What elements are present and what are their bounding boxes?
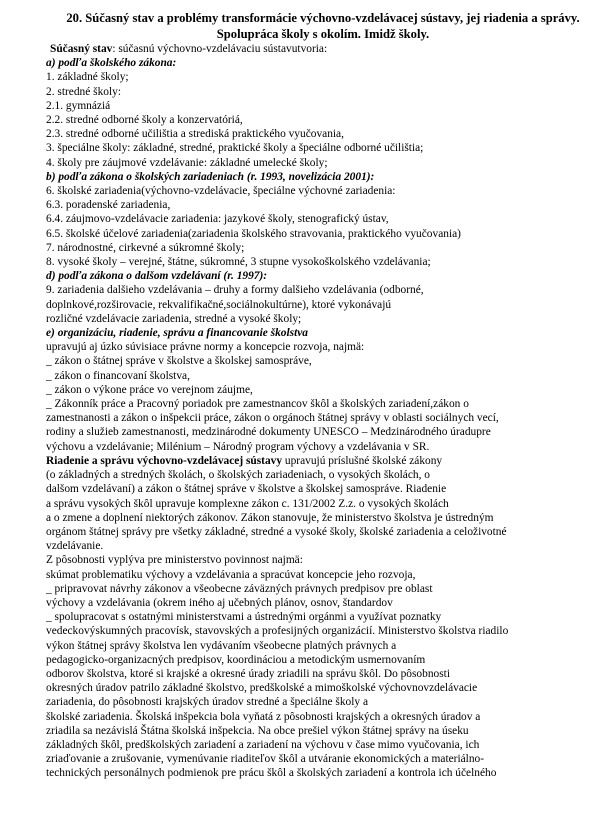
text-line: výkon štátnej správy školstva len vydávaním všeobecne platných právnych a <box>46 639 397 652</box>
list-item: 6.4. záujmovo-vzdelávacie zariadenia: jazykové školy, stenografický ústav, <box>46 213 389 226</box>
text-line: vzdelávanie. <box>46 540 104 553</box>
text-line: orgánom štátnej správy pre všetky základné, stredné a vysoké školy, školské zariadenia a celoživotné <box>46 525 507 538</box>
text-line: _ spolupracovat s ostatnými ministerstvami a ústrednými orgánmi a využívat poznatky <box>46 611 442 624</box>
text-line: upravujú aj úzko súvisiace právne normy a koncepcie rozvoja, najmä: <box>46 341 365 354</box>
title-line-1: 20. Súčasný stav a problémy transformácie výchovno-vzdelávacej sústavy, jej riadenia a správy. <box>66 11 580 25</box>
text-line: rodiny a služieb zamestnanosti, medzinárodné dokumenty UNESCO – Medzinárodného úradupre <box>46 426 491 439</box>
list-item: 2.3. stredné odborné učilištia a strediská praktického vyučovania, <box>46 128 344 141</box>
list-item: 3. špeciálne školy: základné, stredné, praktické školy a špeciálne odborné učilištia; <box>46 142 424 155</box>
list-item: 6. školské zariadenia(výchovno-vzdelávacie, špeciálne výchovné zariadenia: <box>46 185 396 198</box>
list-item: 4. školy pre záujmové vzdelávanie: základné umelecké školy; <box>46 156 328 169</box>
text-line: _ Zákonník práce a Pracovný poriadok pre zamestnancov škôl a školských zariadení,zákon o <box>46 398 469 411</box>
text-line: 9. zariadenia dalšieho vzdelávania – druhy a formy dalšieho vzdelávania (odborné, <box>46 284 424 297</box>
text-line: dalšom vzdelávaní) a zákon o štátnej správe v školstve a školskej samospráve. Riadenie <box>46 483 447 496</box>
section-d-heading: d) podľa zákona o dalšom vzdelávaní (r. 1997): <box>46 270 268 283</box>
list-item: 6.5. školské účelové zariadenia(zariadenia školského stravovania, praktického vyučovania) <box>46 227 461 240</box>
text-line: výchovu a vzdelávanie; Milénium – Národný program výchovy a vzdelávania v SR. <box>46 440 430 453</box>
text-line: (o základných a stredných školách, o školských zariadeniach, o vysokých školách, o <box>46 469 430 482</box>
text-line: rozličné vzdelávacie zariadenia, stredné a vysoké školy; <box>46 312 302 325</box>
intro-text: : súčasnú výchovno-vzdelávaciu sústavutvoria: <box>112 43 328 55</box>
text-line: školské zariadenia. Školská inšpekcia bola vyňatá z pôsobnosti krajských a okresných úradov a <box>46 710 481 723</box>
section-b-heading: b) podľa zákona o školských zariadeniach (r. 1993, novelizácia 2001): <box>46 170 375 183</box>
text-line: _ zákon o štátnej správe v školstve a školskej samospráve, <box>46 355 312 368</box>
intro-label: Súčasný stav <box>50 43 113 55</box>
list-item: 7. národnostné, cirkevné a súkromné školy; <box>46 241 245 254</box>
text-line: zriadila sa nezávislá Štátna školská inšpekcia. Na obce prešiel výkon štátnej správy na úseku <box>46 724 469 737</box>
list-item: 8. vysoké školy – verejné, štátne, súkromné, 3 stupne vysokoškolského vzdelávania; <box>46 256 431 269</box>
text-line: odborov školstva, ktoré si krajské a okresné úrady zriadili na správu škôl. Do pôsobnosti <box>46 667 450 680</box>
text-line: základných škôl, predškolských zariadení a zariadení na výchovu v čase mimo vyučovania, ich <box>46 738 480 751</box>
list-item: 2.1. gymnáziá <box>46 99 111 112</box>
riadenie-first-rest: upravujú príslušné školské zákony <box>282 454 443 467</box>
list-item: 6.3. poradenské zariadenia, <box>46 199 171 212</box>
riadenie-first-line <box>46 454 600 468</box>
list-item: 1. základné školy; <box>46 71 129 84</box>
text-line: zamestnanosti a zákon o inšpekcii práce, zákon o orgánoch štátnej správy v oblasti sociálnych vecí, <box>46 412 499 425</box>
list-item: 2. stredné školy: <box>46 85 121 98</box>
text-line: vedeckovýskumných pracovísk, stavovských a profesijných organizácií. Ministerstvo školstva riadilo <box>46 625 509 638</box>
text-line: _ zákon o financovaní školstva, <box>46 369 190 382</box>
title-line-2: Spolupráca školy s okolím. Imidž školy. <box>216 27 430 41</box>
text-line: okresných úradov patrilo základné školstvo, predškolské a mimoškolské výchovnovzdelávacie <box>46 682 478 695</box>
riadenie-heading: Riadenie a správu výchovno-vzdelávacej sústavy <box>46 454 283 467</box>
text-line: a o zmene a doplnení niektorých zákonov. Zákon stanovuje, že ministerstvo školstva je ústredným <box>46 511 494 524</box>
text-line: pedagogicko-organizacných predpisov, koordináciou a metodickým usmernovaním <box>46 653 426 666</box>
text-line: doplnkové,rozširovacie, rekvalifikačné,sociálnokultúrne), ktoré vykonávajú <box>46 298 392 311</box>
section-a-heading: a) podľa školského zákona: <box>46 57 177 70</box>
list-item: 2.2. stredné odborné školy a konzervatóriá, <box>46 114 243 127</box>
text-line: zriaďovanie a zrušovanie, vymenúvanie riaditeľov škôl a utváranie ekonomických a materiálno- <box>46 753 485 766</box>
text-line: výchovy a vzdelávania (okrem iného aj učebných plánov, osnov, štandardov <box>46 596 393 609</box>
text-line: _ zákon o výkone práce vo verejnom záujme, <box>46 383 253 396</box>
text-line: technických personálnych podmienok pre prácu škôl a školských zariadení a kontrola ich účelného <box>46 767 497 780</box>
text-line: a správu vysokých škôl upravuje komplexne zákon c. 131/2002 Z.z. o vysokých školách <box>46 497 449 510</box>
text-line: skúmat problematiku výchovy a vzdelávania a spracúvat koncepcie jeho rozvoja, <box>46 568 416 581</box>
text-line: _ pripravovat návrhy zákonov a všeobecne záväzných právnych predpisov pre oblast <box>46 582 433 595</box>
text-line: zariadenia, do pôsobnosti krajských úradov stredné a špeciálne školy a <box>46 696 369 709</box>
text-line: Z pôsobnosti vyplýva pre ministerstvo povinnost najmä: <box>46 554 303 567</box>
section-e-heading: e) organizáciu, riadenie, správu a financovanie školstva <box>46 327 308 340</box>
intro-line <box>46 42 600 56</box>
